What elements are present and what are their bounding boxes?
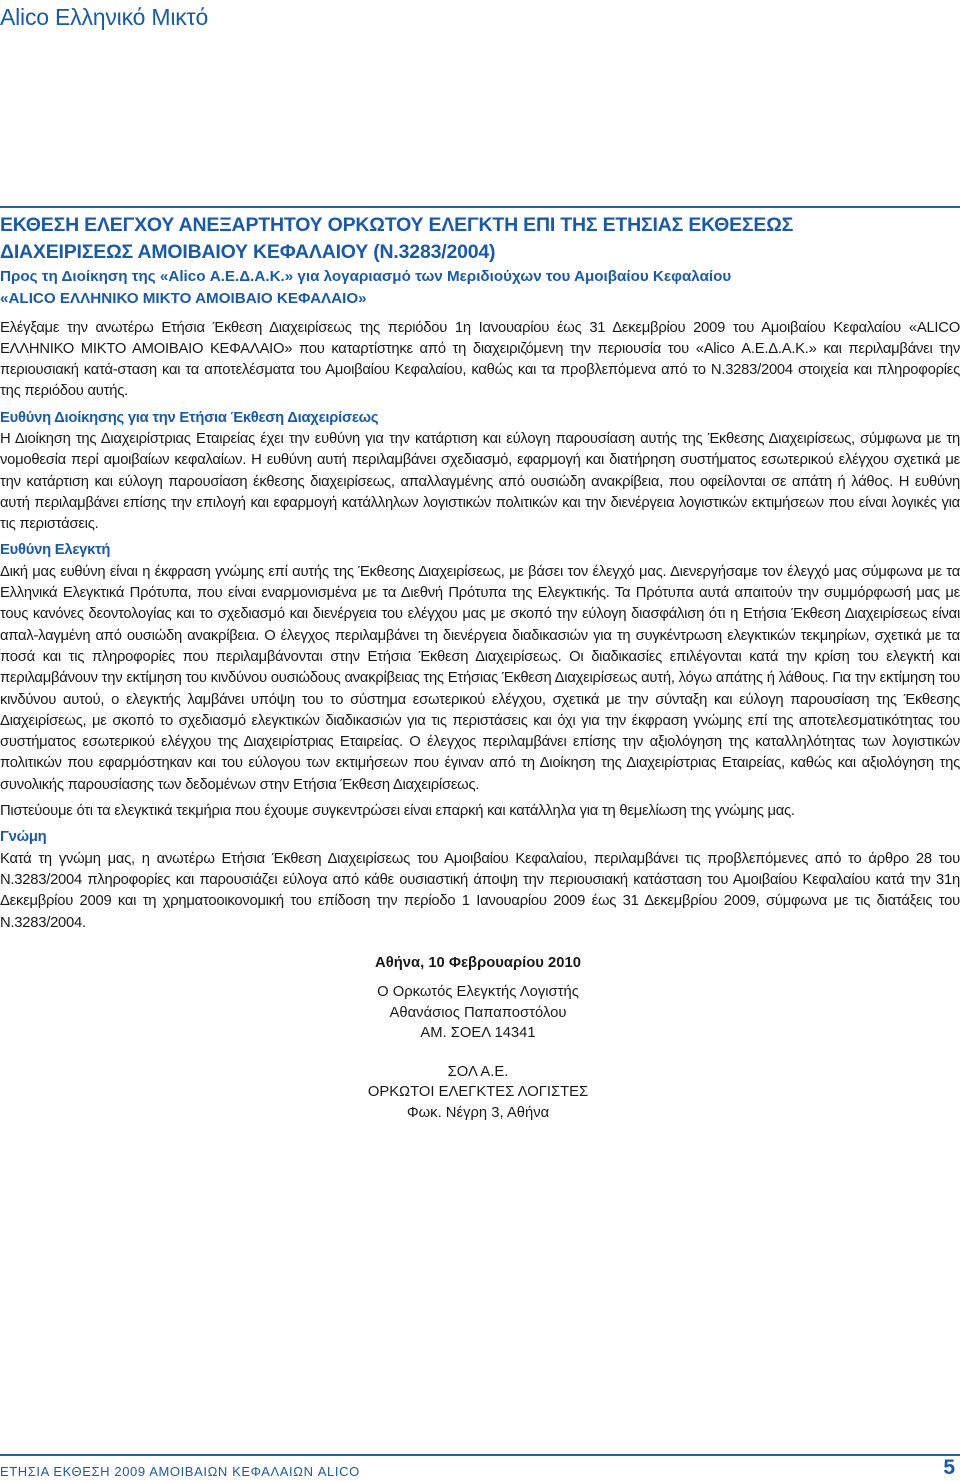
page-number: 5 [943, 1456, 955, 1479]
auditor-name: Αθανάσιος Παπαποστόλου [389, 1004, 567, 1021]
signature-block [0, 939, 960, 1124]
addressee [0, 266, 960, 309]
report-heading-line1: ΕΚΘΕΣΗ ΕΛΕΓΧΟΥ ΑΝΕΞΑΡΤΗΤΟΥ ΟΡΚΩΤΟΥ ΕΛΕΓΚΤΗ ΕΠΙ ΤΗΣ ΕΤΗΣΙΑΣ ΕΚΘΕΣΕΩΣ [0, 213, 794, 236]
addressee-line1: Προς τη Διοίκηση της «Alico Α.Ε.Δ.Α.Κ.» για λογαριασμό των Μεριδιούχων του Αμοιβαίου Κεφαλαίου [0, 267, 732, 285]
intro-paragraph: Ελέγξαμε την ανωτέρω Ετήσια Έκθεση Διαχειρίσεως της περιόδου 1η Ιανουαρίου έως 31 Δεκεμβρίου 2009 του Αμοιβαίου Κεφαλαίου «ALICO ΕΛΛΗΝΙΚΟ ΜΙΚΤΟ ΑΜΟΙΒΑΙΟ ΚΕΦΑΛΑΙΟ» που καταρτίστηκε από τη διαχειριζόμενη την περιουσία του «Alico Α.Ε.Δ.Α.Κ.» και περιλαμβάνει την περιουσιακή κατά-σταση και τα αποτελέσματα του Αμοιβαίου Κεφαλαίου, καθώς και τα προβλεπόμενα από το Ν.3283/2004 στοιχεία και πληροφορίες της περιόδου αυτής. [0, 319, 960, 400]
addressee-line2: «ALICO ΕΛΛΗΝΙΚΟ ΜΙΚΤΟ ΑΜΟΙΒΑΙΟ ΚΕΦΑΛΑΙΟ» [0, 289, 367, 307]
page-footer [0, 1454, 960, 1479]
report-body [0, 318, 960, 934]
report-heading-line2: ΔΙΑΧΕΙΡΙΣΕΩΣ ΑΜΟΙΒΑΙΟΥ ΚΕΦΑΛΑΙΟΥ (Ν.3283/2004) [0, 240, 496, 263]
footer-title: ΕΤΗΣΙΑ ΕΚΘΕΣΗ 2009 ΑΜΟΙΒΑΙΩΝ ΚΕΦΑΛΑΙΩΝ ALICO [0, 1464, 360, 1479]
auditor-paragraph: Δική μας ευθύνη είναι η έκφραση γνώμης επί αυτής της Έκθεσης Διαχειρίσεως, με βάσει τον έλεγχό μας. Διενεργήσαμε τον έλεγχό μας σύμφωνα με τα Ελληνικά Ελεγκτικά Πρότυπα, που είναι εναρμονισμένα με τα Διεθνή Πρότυπα της Ελεγκτικής. Τα Πρότυπα αυτά απαιτούν την συμμόρφωσή μας με τους κανόνες δεοντολογίας και το σχεδιασμό και διενέργεια του ελέγχου μας με σκοπό την εύλογη διασφάλιση ότι η Ετήσια Έκθεση Διαχειρίσεως είναι απαλ-λαγμένη από ουσιώδη ανακρίβεια. Ο έλεγχος περιλαμβάνει τη διενέργεια διαδικασιών για τη συγκέντρωση ελεγκτικών τεκμηρίων, σχετικά με τα ποσά και τις πληροφορίες που περιλαμβάνονται στην Ετήσια Έκθεση Διαχειρίσεως. Οι διαδικασίες επιλέγονται κατά την κρίση του ελεγκτή και περιλαμβάνουν την εκτίμηση του κινδύνου ουσιώδους ανακρίβειας της Ετήσιας Έκθεση Διαχειρίσεως αυτή, λόγω απάτης ή λάθους. Για την εκτίμηση του κινδύνου αυτού, ο ελεγκτής λαμβάνει υπόψη του το σύστημα εσωτερικού ελέγχου, σχετικά με την σύνταξη και εύλογη παρουσίαση της Έκθεσης Διαχειρίσεως, με σκοπό το σχεδιασμό ελεγκτικών διαδικασιών για τις περιστάσεις και όχι για την έκφραση γνώμης επί της αποτελεσματικότητας του συστήματος εσωτερικού ελέγχου της Διαχειρίστριας Εταιρείας. Ο έλεγχος περιλαμβάνει επίσης την αξιολόγηση της καταλληλότητας των λογιστικών πολιτικών που εφαρμόστηκαν και του εύλογου των εκτιμήσεων που έγιναν από τη Διοίκηση της Διαχειρίστριας Εταιρείας, καθώς και αξιολόγηση της συνολικής παρουσίασης των δεδομένων στην Ετήσια Έκθεση Διαχειρίσεως. [0, 563, 960, 793]
management-paragraph: Η Διοίκηση της Διαχειρίστριας Εταιρείας έχει την ευθύνη για την κατάρτιση και εύλογη παρουσίαση αυτής της Έκθεσης Διαχειρίσεως, σύμφωνα με τη νομοθεσία περί αμοιβαίων κεφαλαίων. Η ευθύνη αυτή περιλαμβάνει σχεδιασμό, εφαρμογή και διατήρηση συστήματος εσωτερικού ελέγχου σχετικά με την κατάρτιση και εύλογη παρουσίαση έκθεσης διαχειρίσεως, απαλλαγμένης από ουσιώδη ανακρίβεια, που οφείλονται σε απάτη ή λάθος. Η ευθύνη αυτή περιλαμβάνει επίσης την επιλογή και εφαρμογή κατάλληλων λογιστικών πολιτικών και την διενέργεια λογιστικών εκτιμήσεων που είναι λογικές για τις περιστάσεις. [0, 430, 960, 533]
fund-title: Alico Ελληνικό Μικτό [0, 4, 209, 30]
opinion-paragraph: Κατά τη γνώμη μας, η ανωτέρω Ετήσια Έκθεση Διαχειρίσεως του Αμοιβαίου Κεφαλαίου, περιλαμβάνει τις προβλεπόμενες από το άρθρο 28 του Ν.3283/2004 πληροφορίες και παρουσιάζει εύλογα από κάθε ουσιαστική άποψη την περιουσιακή κατάσταση του Αμοιβαίου Κεφαλαίου κατά την 31η Δεκεμβρίου 2009 και τη χρηματοοικονομική του επίδοση την περίοδο 1 Ιανουαρίου 2009 έως 31 Δεκεμβρίου 2009, σύμφωνα με τις διατάξεις του Ν.3283/2004. [0, 850, 960, 931]
auditor-registration: ΑΜ. ΣΟΕΛ 14341 [420, 1025, 536, 1042]
auditor-heading: Ευθύνη Ελεγκτή [0, 542, 111, 559]
audit-report [0, 206, 960, 1123]
footer-rule [0, 1454, 960, 1456]
top-rule [0, 206, 960, 208]
opinion-heading: Γνώμη [0, 829, 47, 846]
audit-firm: ΣΟΛ Α.Ε. [447, 1063, 509, 1080]
audit-firm-address: Φωκ. Νέγρη 3, Αθήνα [406, 1104, 550, 1121]
belief-paragraph: Πιστεύουμε ότι τα ελεγκτικά τεκμήρια που έχουμε συγκεντρώσει είναι επαρκή και κατάλληλα για τη θεμελίωση της γνώμης μας. [0, 803, 795, 820]
report-heading [0, 212, 960, 266]
auditor-role: Ο Ορκωτός Ελεγκτής Λογιστής [377, 984, 579, 1001]
audit-firm-desc: ΟΡΚΩΤΟΙ ΕΛΕΓΚΤΕΣ ΛΟΓΙΣΤΕΣ [367, 1084, 589, 1101]
place-date: Αθήνα, 10 Φεβρουαρίου 2010 [375, 954, 581, 971]
management-heading: Ευθύνη Διοίκησης για την Ετήσια Έκθεση Διαχειρίσεως [0, 409, 379, 426]
